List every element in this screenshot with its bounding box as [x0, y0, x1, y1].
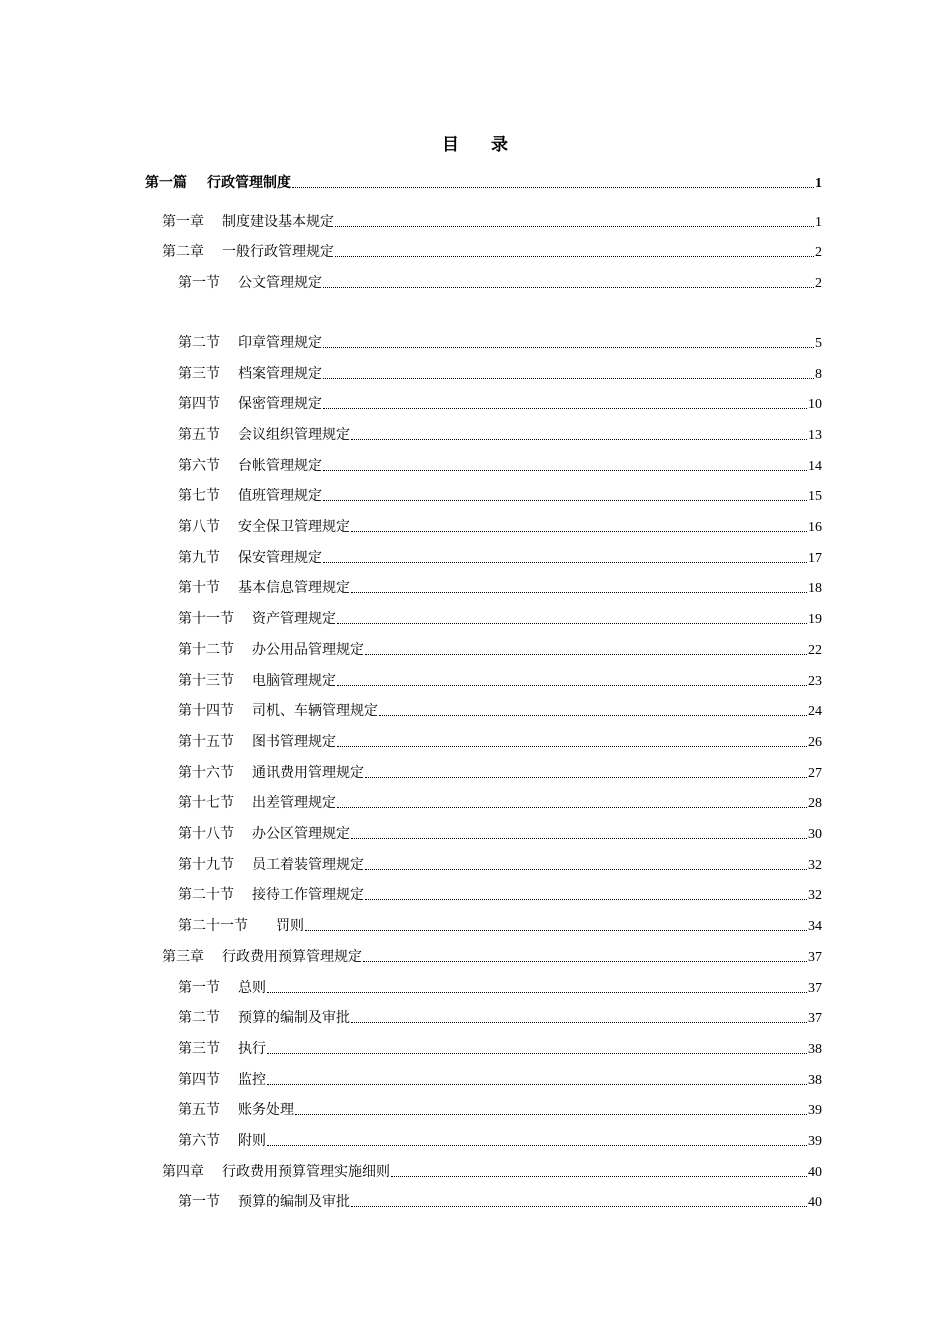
toc-entry-chapter[interactable]	[162, 241, 822, 263]
toc-entry-number: 第四节	[178, 1071, 220, 1088]
toc-dot-leader	[351, 592, 807, 593]
toc-entry-page-number: 38	[808, 1041, 822, 1057]
toc-entry-number: 第八节	[178, 519, 220, 535]
toc-dot-leader	[305, 930, 807, 931]
toc-entry-title: 罚则	[276, 918, 304, 935]
toc-dot-leader	[335, 256, 814, 257]
toc-entry-title: 会议组织管理规定	[238, 426, 350, 443]
toc-entry-section[interactable]	[178, 792, 822, 814]
toc-entry-page-number: 39	[808, 1103, 822, 1119]
toc-dot-leader	[365, 899, 807, 900]
toc-entry-number: 第十四节	[178, 703, 234, 720]
toc-entry-number: 第七节	[178, 488, 220, 505]
toc-entry-section[interactable]	[178, 639, 822, 661]
toc-entry-page-number: 37	[808, 1011, 822, 1027]
toc-entry-chapter[interactable]	[162, 1161, 822, 1183]
toc-entry-page-number: 28	[808, 796, 822, 812]
toc-entry-number: 第十五节	[178, 733, 234, 750]
toc-entry-number: 第十一节	[178, 611, 234, 628]
toc-entry-title: 安全保卫管理规定	[238, 519, 350, 535]
toc-entry-page-number: 1	[815, 214, 822, 230]
toc-entry-title: 附则	[238, 1133, 266, 1149]
toc-entry-title: 一般行政管理规定	[222, 244, 334, 261]
toc-entry-section[interactable]	[178, 884, 822, 906]
toc-entry-title: 预算的编制及审批	[238, 1194, 350, 1211]
toc-entry-title: 预算的编制及审批	[238, 1010, 350, 1027]
toc-entry-title: 行政管理制度	[207, 175, 291, 191]
toc-entry-title: 行政费用预算管理实施细则	[222, 1163, 390, 1180]
toc-entry-page-number: 32	[808, 888, 822, 904]
toc-dot-leader	[337, 623, 807, 624]
toc-entry-title: 通讯费用管理规定	[252, 764, 364, 781]
toc-entry-number: 第十九节	[178, 856, 234, 873]
toc-entry-number: 第二十一节	[178, 918, 248, 935]
toc-entry-page-number: 18	[808, 581, 822, 597]
toc-entry-title: 司机、车辆管理规定	[252, 703, 378, 720]
toc-entry-page-number: 22	[808, 642, 822, 658]
toc-entry-page-number: 2	[815, 276, 822, 292]
toc-entry-title: 保安管理规定	[238, 549, 322, 566]
toc-dot-leader	[351, 531, 807, 532]
toc-title-left: 目	[442, 135, 459, 155]
toc-dot-leader	[267, 992, 807, 993]
toc-entry-chapter[interactable]	[162, 946, 822, 968]
toc-entry-section[interactable]	[178, 547, 822, 569]
toc-entry-page-number: 15	[808, 489, 822, 505]
toc-entry-section[interactable]	[178, 516, 822, 538]
toc-entry-title: 图书管理规定	[252, 733, 336, 750]
toc-entry-page-number: 17	[808, 550, 822, 566]
toc-entry-title: 值班管理规定	[238, 488, 322, 505]
toc-entry-number: 第二节	[178, 334, 220, 351]
toc-entry-page-number: 16	[808, 520, 822, 535]
toc-dot-leader	[365, 654, 807, 655]
toc-entry-number: 第九节	[178, 549, 220, 566]
toc-dot-leader	[323, 500, 807, 501]
toc-entry-page-number: 19	[808, 612, 822, 628]
toc-entry-section[interactable]	[178, 608, 822, 630]
toc-entry-section[interactable]	[178, 577, 822, 599]
toc-entry-title: 办公区管理规定	[252, 826, 350, 842]
toc-entry-section[interactable]	[178, 823, 822, 845]
toc-entry-title: 台帐管理规定	[238, 457, 322, 474]
toc-entry-page-number: 23	[808, 673, 822, 689]
toc-dot-leader	[337, 685, 807, 686]
toc-entry-page-number: 37	[808, 980, 822, 996]
toc-entry-section[interactable]	[178, 272, 822, 294]
toc-entry-page-number: 8	[815, 366, 822, 382]
toc-entry-page-number: 10	[808, 397, 822, 413]
toc-entry-page-number: 5	[815, 335, 822, 351]
toc-entry-number: 第一节	[178, 1194, 220, 1211]
toc-dot-leader	[323, 562, 807, 563]
toc-entry-number: 第三章	[162, 948, 204, 965]
toc-dot-leader	[391, 1176, 807, 1177]
toc-entry-section[interactable]	[178, 1038, 822, 1060]
toc-entry-number: 第十七节	[178, 795, 234, 812]
toc-dot-leader	[351, 439, 807, 440]
toc-entry-section[interactable]	[178, 1191, 822, 1213]
toc-entry-section[interactable]	[178, 1007, 822, 1029]
toc-entry-number: 第十六节	[178, 764, 234, 781]
toc-entry-number: 第一篇	[145, 175, 187, 191]
toc-entry-number: 第二节	[178, 1010, 220, 1027]
toc-entry-title: 公文管理规定	[238, 275, 322, 292]
toc-entry-number: 第五节	[178, 426, 220, 443]
toc-entry-title: 办公用品管理规定	[252, 641, 364, 658]
toc-entry-section[interactable]	[178, 1099, 822, 1121]
toc-entry-title: 接待工作管理规定	[252, 887, 364, 904]
toc-entry-title: 电脑管理规定	[252, 672, 336, 689]
toc-entry-page-number: 34	[808, 919, 822, 935]
toc-dot-leader	[323, 470, 807, 471]
toc-dot-leader	[323, 408, 807, 409]
toc-entry-title: 档案管理规定	[238, 365, 322, 382]
toc-entry-section[interactable]	[178, 915, 822, 937]
toc-entry-page-number: 24	[808, 704, 822, 720]
toc-entry-section[interactable]	[178, 731, 822, 753]
toc-entry-number: 第二十节	[178, 887, 234, 904]
toc-dot-leader	[351, 1022, 807, 1023]
toc-entry-section[interactable]	[178, 455, 822, 477]
toc-entry-title: 出差管理规定	[252, 795, 336, 812]
toc-entry-section[interactable]	[178, 424, 822, 446]
toc-entry-title: 员工着装管理规定	[252, 856, 364, 873]
toc-dot-leader	[323, 378, 814, 379]
toc-entry-title: 基本信息管理规定	[238, 580, 350, 597]
toc-entry-title: 资产管理规定	[252, 611, 336, 628]
toc-entry-page-number: 37	[808, 949, 822, 965]
toc-entry-section[interactable]	[178, 393, 822, 415]
toc-entry-title: 监控	[238, 1071, 266, 1088]
toc-dot-leader	[267, 1084, 807, 1085]
toc-dot-leader	[337, 746, 807, 747]
toc-entry-page-number: 40	[808, 1164, 822, 1180]
toc-entry-number: 第六节	[178, 457, 220, 474]
toc-dot-leader	[379, 715, 807, 716]
toc-entry-section[interactable]	[178, 854, 822, 876]
toc-entry-number: 第一节	[178, 275, 220, 292]
toc-title	[0, 130, 950, 155]
toc-entry-page-number: 30	[808, 827, 822, 842]
toc-entry-number: 第一章	[162, 213, 204, 230]
toc-entry-number: 第十八节	[178, 826, 234, 842]
toc-entry-number: 第二章	[162, 244, 204, 261]
toc-entry-page-number: 27	[808, 765, 822, 781]
toc-entry-section[interactable]	[178, 977, 822, 999]
toc-dot-leader	[267, 1145, 807, 1146]
toc-entry-title: 执行	[238, 1040, 266, 1057]
toc-entry-number: 第十节	[178, 580, 220, 597]
toc-entry-number: 第四节	[178, 396, 220, 413]
toc-entry-section[interactable]	[178, 332, 822, 354]
toc-dot-leader	[365, 777, 807, 778]
toc-dot-leader	[323, 287, 814, 288]
toc-entry-number: 第三节	[178, 1040, 220, 1057]
toc-entry-section[interactable]	[178, 1130, 822, 1152]
toc-entry-page-number: 26	[808, 734, 822, 750]
toc-entry-part[interactable]	[145, 172, 822, 194]
toc-entry-page-number: 32	[808, 857, 822, 873]
toc-entry-page-number: 40	[808, 1195, 822, 1211]
toc-entry-number: 第四章	[162, 1163, 204, 1180]
toc-entry-title: 印章管理规定	[238, 334, 322, 351]
toc-entry-section[interactable]	[178, 1069, 822, 1091]
toc-entry-number: 第五节	[178, 1102, 220, 1119]
toc-entry-section[interactable]	[178, 485, 822, 507]
toc-entry-title: 制度建设基本规定	[222, 213, 334, 230]
toc-title-right: 录	[491, 135, 508, 155]
toc-entry-page-number: 2	[815, 245, 822, 261]
toc-entry-page-number: 38	[808, 1072, 822, 1088]
toc-entry-number: 第六节	[178, 1133, 220, 1149]
toc-dot-leader	[351, 1206, 807, 1207]
toc-dot-leader	[365, 869, 807, 870]
toc-entry-section[interactable]	[178, 670, 822, 692]
toc-dot-leader	[323, 347, 814, 348]
toc-entry-title: 总则	[238, 979, 266, 996]
toc-dot-leader	[295, 1114, 807, 1115]
toc-dot-leader	[351, 838, 807, 839]
toc-entry-page-number: 39	[808, 1134, 822, 1149]
toc-dot-leader	[337, 807, 807, 808]
toc-dot-leader	[363, 961, 807, 962]
toc-entry-section[interactable]	[178, 762, 822, 784]
toc-entry-section[interactable]	[178, 363, 822, 385]
toc-entry-page-number: 13	[808, 427, 822, 443]
toc-dot-leader	[292, 187, 814, 188]
toc-entry-chapter[interactable]	[162, 211, 822, 233]
toc-dot-leader	[267, 1053, 807, 1054]
toc-entry-title: 账务处理	[238, 1102, 294, 1119]
toc-entry-title: 行政费用预算管理规定	[222, 948, 362, 965]
toc-entry-title: 保密管理规定	[238, 396, 322, 413]
toc-dot-leader	[335, 226, 814, 227]
toc-entry-page-number: 14	[808, 458, 822, 474]
toc-entry-number: 第一节	[178, 979, 220, 996]
toc-entry-number: 第十三节	[178, 672, 234, 689]
toc-entry-number: 第三节	[178, 365, 220, 382]
toc-entry-page-number: 1	[815, 176, 822, 191]
toc-entry-number: 第十二节	[178, 641, 234, 658]
toc-entry-section[interactable]	[178, 700, 822, 722]
